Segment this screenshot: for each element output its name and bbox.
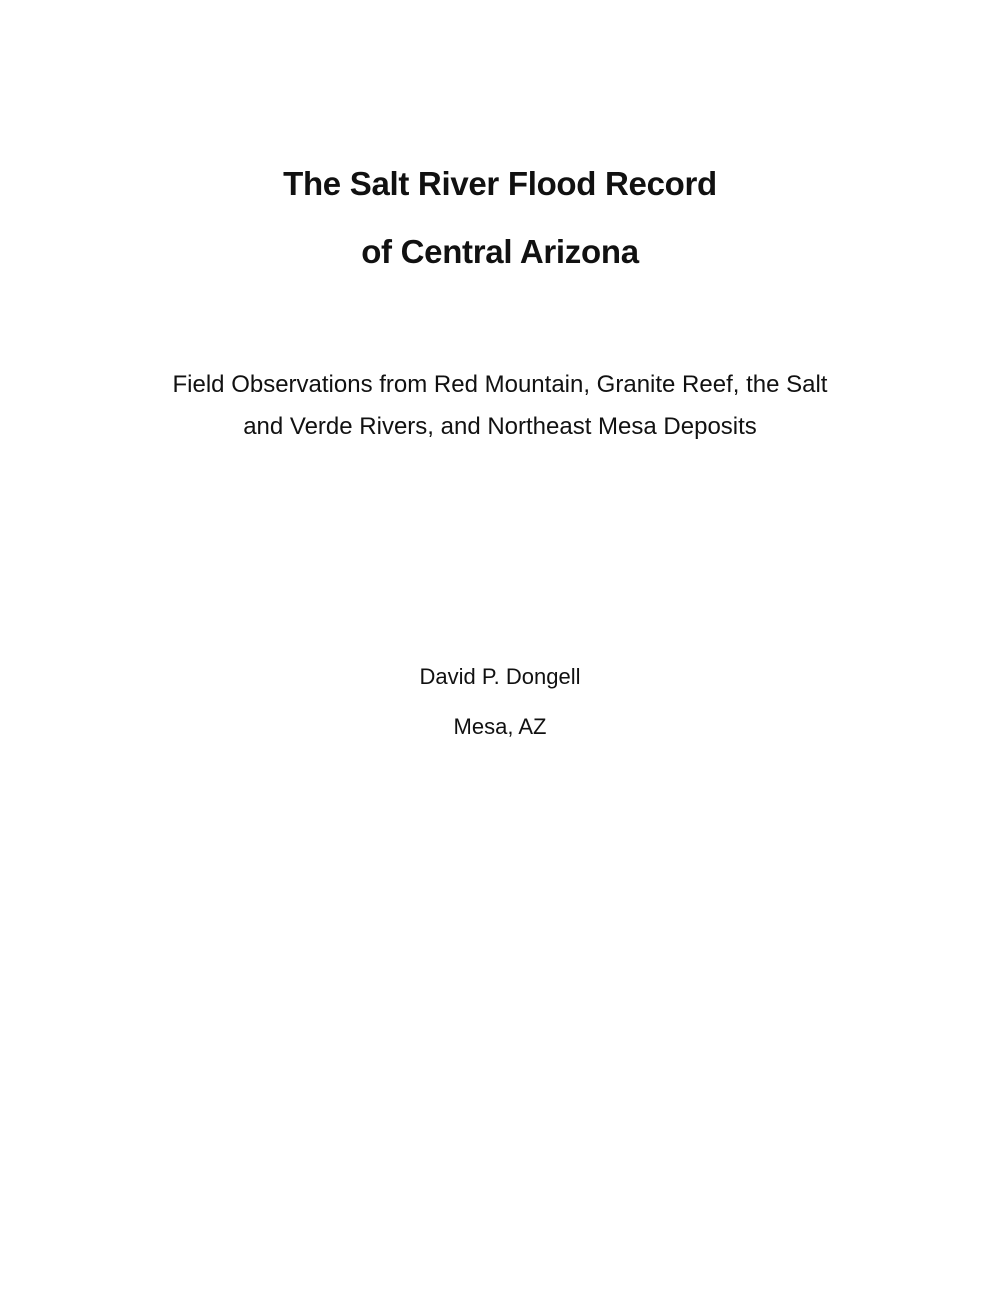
subtitle-line-2: and Verde Rivers, and Northeast Mesa Deposits	[243, 413, 757, 440]
document-title-line-2: of Central Arizona	[361, 233, 639, 270]
document-subtitle	[100, 364, 900, 448]
author-name: David P. Dongell	[419, 664, 581, 689]
subtitle-line-1: Field Observations from Red Mountain, Granite Reef, the Salt	[172, 371, 828, 398]
document-title-line-1: The Salt River Flood Record	[283, 165, 717, 202]
author-location: Mesa, AZ	[453, 714, 547, 739]
